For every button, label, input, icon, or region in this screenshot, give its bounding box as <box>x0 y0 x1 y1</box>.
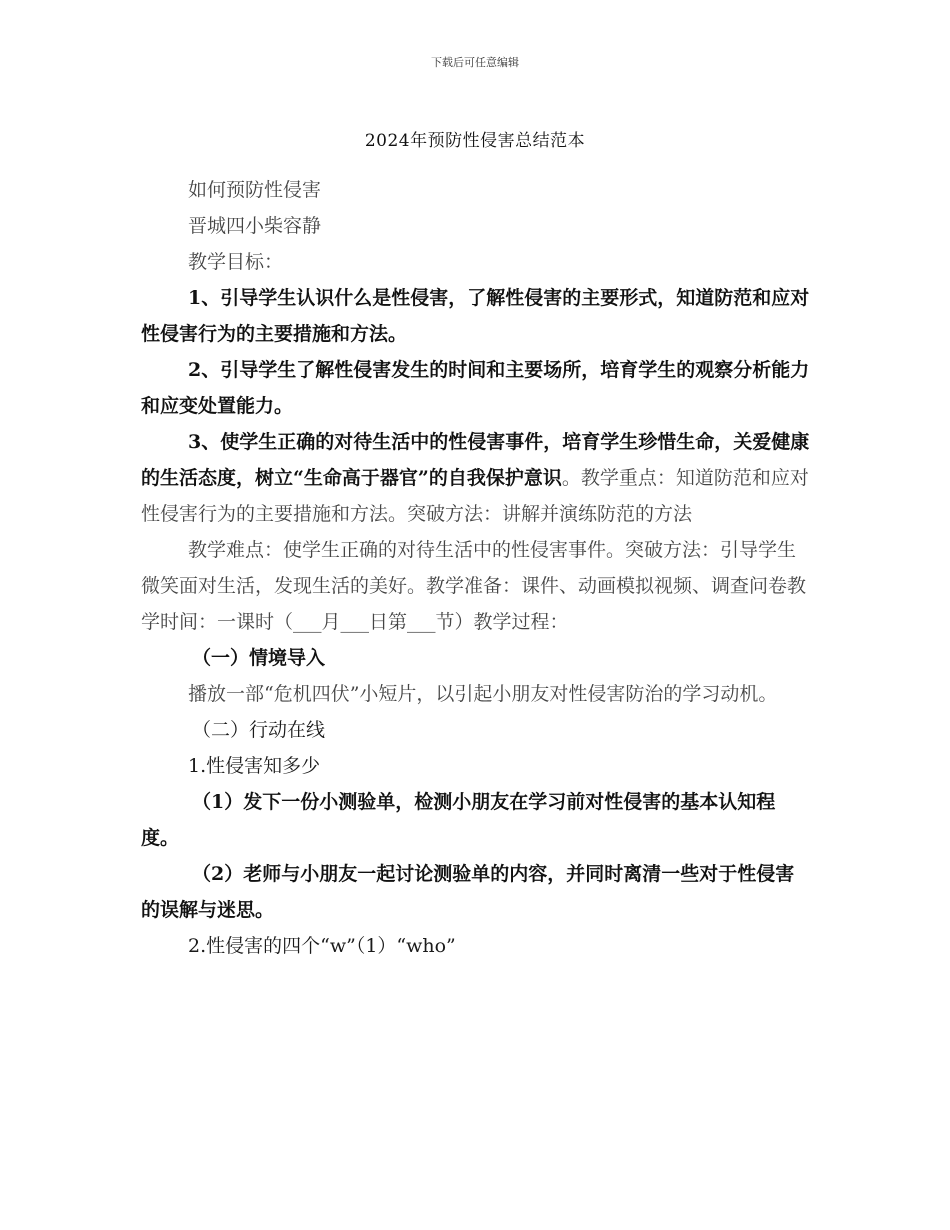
step-2-paragraph: （2）老师与小朋友一起讨论测验单的内容，并同时离清一些对于性侵害的误解与迷思。 <box>141 863 795 921</box>
subsection-1-heading: 1.性侵害知多少 <box>188 755 321 777</box>
objective-3-and-key-points <box>141 424 811 532</box>
subtitle-paragraph: 如何预防性侵害 <box>188 179 322 201</box>
teaching-difficulties: 教学难点：使学生正确的对待生活中的性侵害事件。突破方法：引导学生微笑面对生活，发现生活的美好。教学准备：课件、动画模拟视频、调查问卷教学时间：一课时（___月___日第___节）教学过程： <box>141 539 807 633</box>
author-paragraph: 晋城四小柴容静 <box>188 215 322 237</box>
step-1-paragraph: （1）发下一份小测验单，检测小朋友在学习前对性侵害的基本认知程度。 <box>141 791 776 849</box>
page-header-note: 下载后可任意编辑 <box>431 56 519 69</box>
objective-1: 1、引导学生认识什么是性侵害，了解性侵害的主要形式，知道防范和应对性侵害行为的主要措施和方法。 <box>141 287 810 345</box>
teaching-key-points: 。教学重点：知道防范和应对性侵害行为的主要措施和方法。突破方法：讲解并演练防范的方法 <box>141 467 809 525</box>
objectives-heading: 教学目标： <box>188 251 284 273</box>
document-title: 2024年预防性侵害总结范本 <box>364 131 586 151</box>
objective-2: 2、引导学生了解性侵害发生的时间和主要场所，培育学生的观察分析能力和应变处置能力。 <box>141 359 810 417</box>
section-2-heading: （二）行动在线 <box>192 719 326 741</box>
objective-3: 3、使学生正确的对待生活中的性侵害事件，培育学生珍惜生命，关爱健康的生活态度，树立“生命高于器官”的自我保护意识 <box>141 431 810 489</box>
document-body <box>141 172 811 964</box>
section-1-paragraph: 播放一部“危机四伏”小短片，以引起小朋友对性侵害防治的学习动机。 <box>188 683 778 705</box>
subsection-2-heading: 2.性侵害的四个“w”（1）“who” <box>188 935 456 957</box>
section-1-heading: （一）情境导入 <box>192 647 326 669</box>
